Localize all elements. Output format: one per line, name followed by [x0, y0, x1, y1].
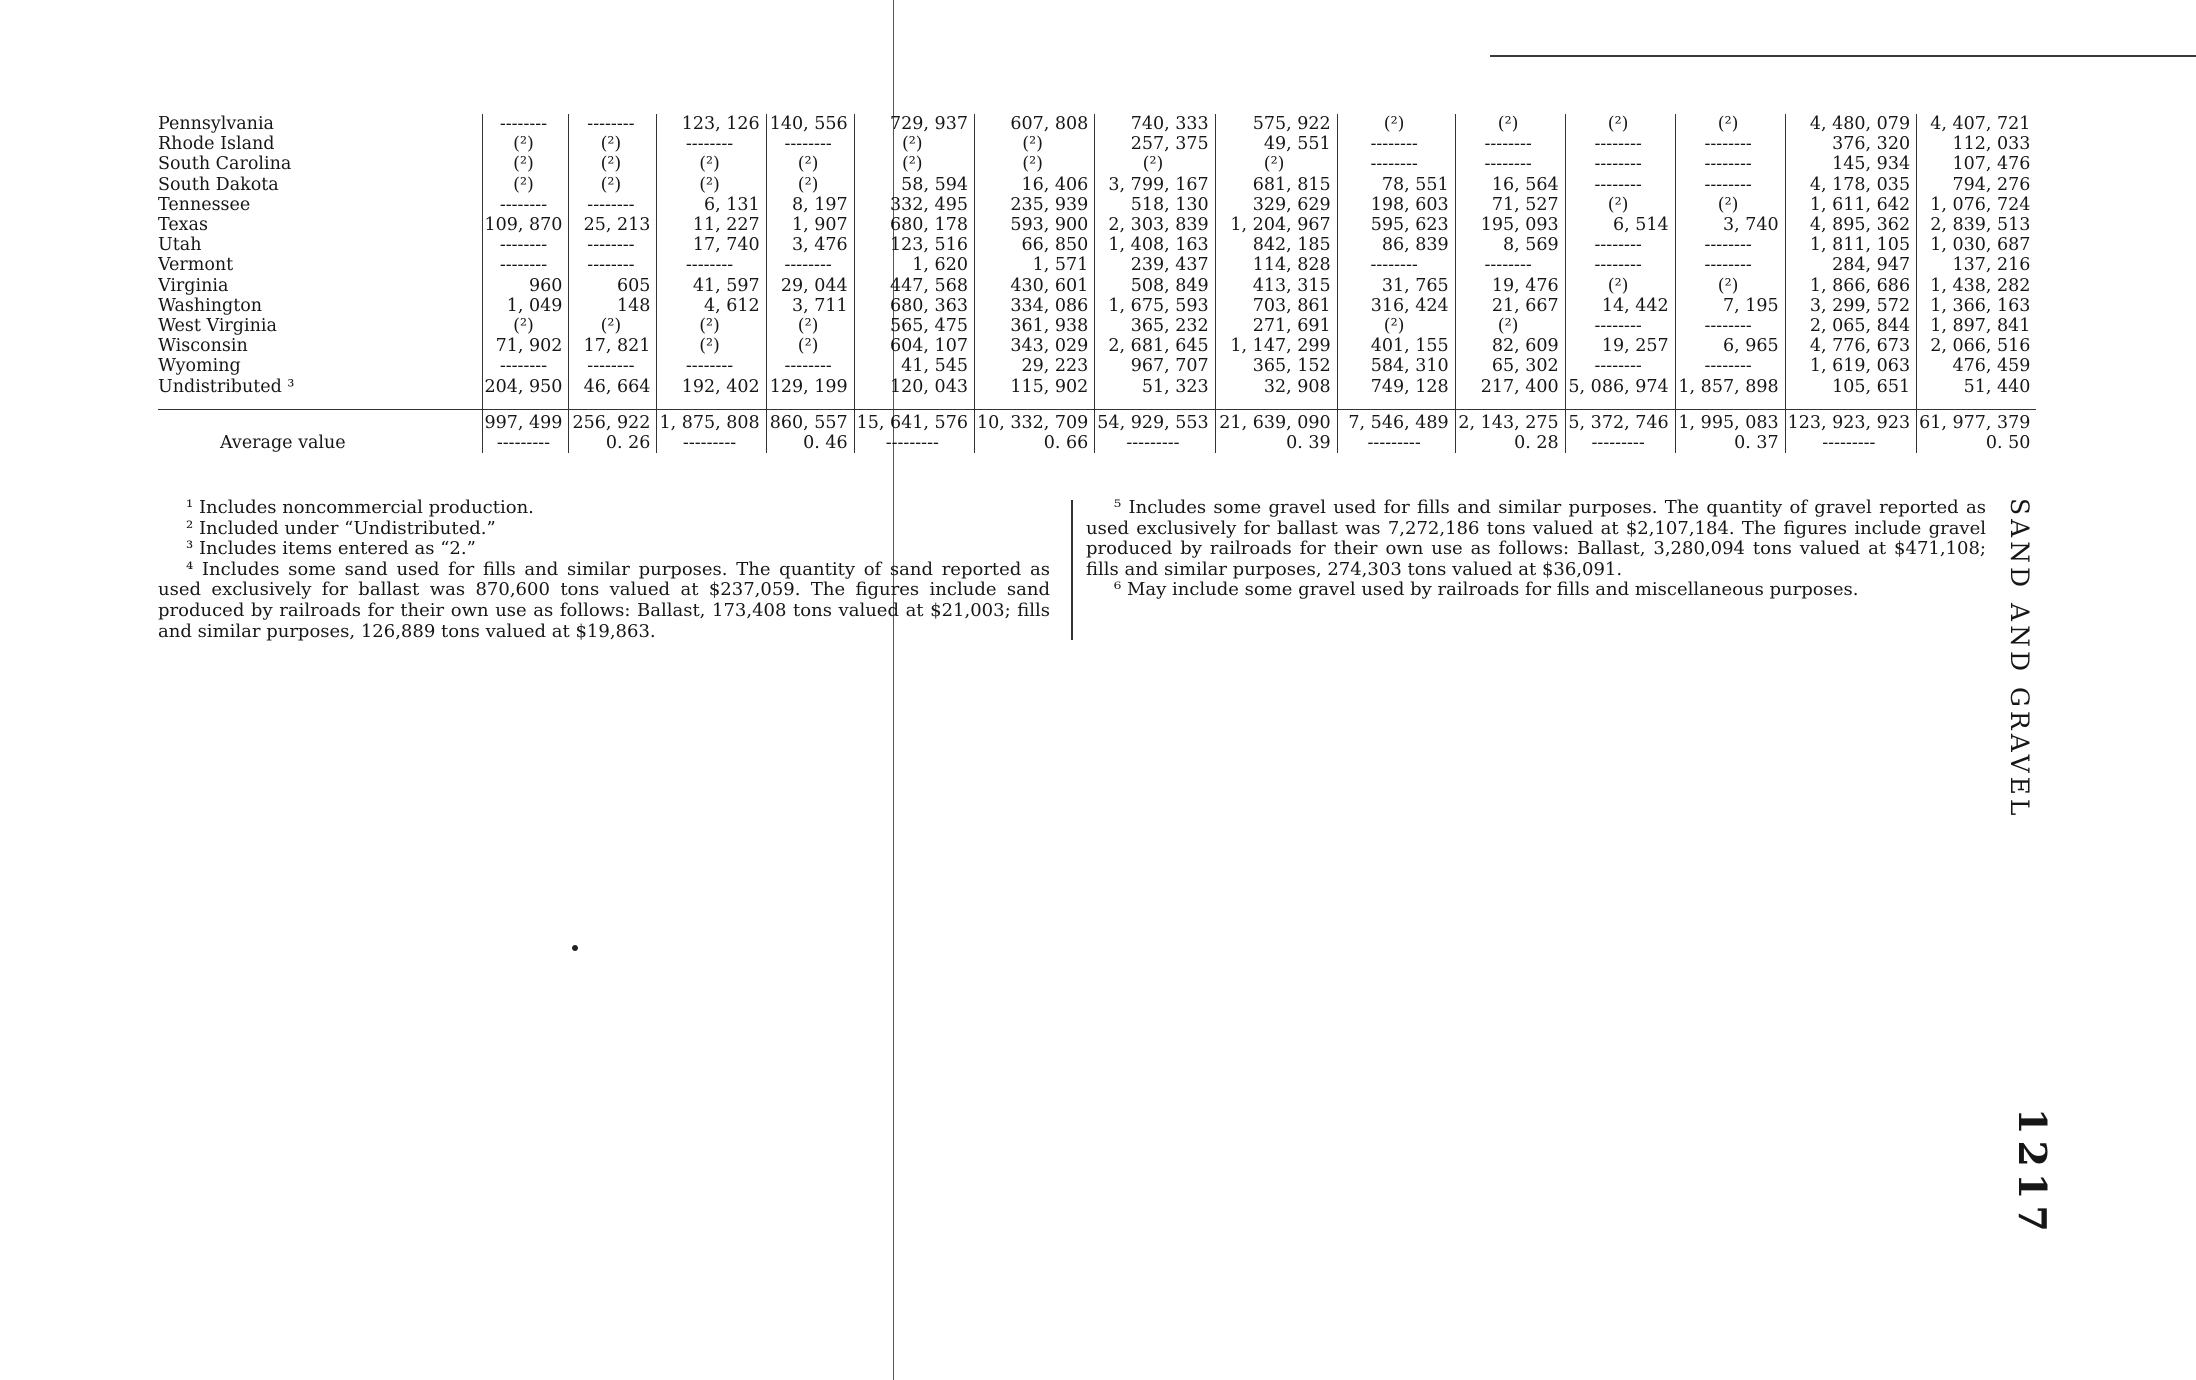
- table-cell: 584, 310: [1337, 356, 1455, 376]
- table-cell: 51, 440: [1917, 377, 2037, 397]
- table-cell: 2, 681, 645: [1095, 336, 1215, 356]
- table-row: [158, 235, 2036, 255]
- table-cell: (²): [1095, 154, 1215, 174]
- table-cell: 518, 130: [1095, 195, 1215, 215]
- table-cell: 3, 476: [766, 235, 854, 255]
- table-cell: 46, 664: [569, 377, 657, 397]
- table-cell: 8, 197: [766, 195, 854, 215]
- table-cell: 2, 065, 844: [1785, 316, 1916, 336]
- table-cell: 361, 938: [974, 316, 1094, 336]
- spacer-cell: [1095, 397, 1215, 410]
- table-cell: 3, 299, 572: [1785, 296, 1916, 316]
- table-cell: 3, 711: [766, 296, 854, 316]
- table-cell: --------: [1675, 134, 1785, 154]
- table-cell: 1, 619, 063: [1785, 356, 1916, 376]
- state-name-cell: South Carolina: [158, 154, 292, 175]
- average-cell: 0. 37: [1675, 433, 1785, 453]
- table-cell: 4, 776, 673: [1785, 336, 1916, 356]
- table-cell: 78, 551: [1337, 175, 1455, 195]
- footnote-2: ² Included under “Undistributed.”: [186, 517, 496, 539]
- spacer-cell: [854, 397, 974, 410]
- table-cell: --------: [766, 134, 854, 154]
- table-cell: 66, 850: [974, 235, 1094, 255]
- total-cell: 123, 923, 923: [1785, 409, 1916, 433]
- state-name-cell: Tennessee: [158, 194, 251, 215]
- table-row: [158, 336, 2036, 356]
- table-cell: 749, 128: [1337, 377, 1455, 397]
- table-cell: 192, 402: [657, 377, 766, 397]
- table-cell: --------: [1337, 154, 1455, 174]
- table-cell: 329, 629: [1215, 195, 1337, 215]
- table-row: [158, 195, 2036, 215]
- average-cell: ---------: [657, 433, 766, 453]
- table-cell: 49, 551: [1215, 134, 1337, 154]
- table-cell: 41, 545: [854, 356, 974, 376]
- table-cell: 1, 675, 593: [1095, 296, 1215, 316]
- table-cell: 271, 691: [1215, 316, 1337, 336]
- table-cell: (²): [569, 134, 657, 154]
- table-cell: (²): [1337, 316, 1455, 336]
- table-cell: 729, 937: [854, 114, 974, 134]
- footnote-3: ³ Includes items entered as “2.”: [186, 538, 476, 560]
- table-cell: 1, 147, 299: [1215, 336, 1337, 356]
- table-cell: (²): [1675, 276, 1785, 296]
- table-cell: (²): [1565, 114, 1675, 134]
- table-cell: --------: [1675, 255, 1785, 275]
- table-cell: 217, 400: [1455, 377, 1565, 397]
- table-cell: 1, 857, 898: [1675, 377, 1785, 397]
- table-cell: --------: [1565, 316, 1675, 336]
- table-cell: 145, 934: [1785, 154, 1916, 174]
- table-cell: 86, 839: [1337, 235, 1455, 255]
- table-cell: 257, 375: [1095, 134, 1215, 154]
- table-cell: 1, 907: [766, 215, 854, 235]
- table-cell: 65, 302: [1455, 356, 1565, 376]
- total-cell: 15, 641, 576: [854, 409, 974, 433]
- spacer-cell: [974, 397, 1094, 410]
- table-cell: 16, 406: [974, 175, 1094, 195]
- table-cell: 11, 227: [657, 215, 766, 235]
- average-cell: 0. 39: [1215, 433, 1337, 453]
- total-cell: 256, 922: [569, 409, 657, 433]
- table-cell: --------: [482, 195, 569, 215]
- table-cell: 14, 442: [1565, 296, 1675, 316]
- table-cell: --------: [482, 356, 569, 376]
- table-row: [158, 215, 2036, 235]
- table-cell: 413, 315: [1215, 276, 1337, 296]
- table-cell: 112, 033: [1917, 134, 2037, 154]
- state-name-cell: Undistributed ³: [158, 376, 295, 397]
- table-cell: 960: [482, 276, 569, 296]
- table-cell: 1, 571: [974, 255, 1094, 275]
- table-cell: 794, 276: [1917, 175, 2037, 195]
- totals-label-cell: [158, 409, 482, 433]
- footnote-6: ⁶ May include some gravel used by railroads for fills and miscellaneous purposes.: [1114, 579, 1859, 601]
- table-cell: 2, 303, 839: [1095, 215, 1215, 235]
- table-cell: 681, 815: [1215, 175, 1337, 195]
- table-cell: 41, 597: [657, 276, 766, 296]
- table-cell: 82, 609: [1455, 336, 1565, 356]
- table-cell: (²): [1455, 316, 1565, 336]
- table-cell: 316, 424: [1337, 296, 1455, 316]
- table-cell: 607, 808: [974, 114, 1094, 134]
- table-cell: (²): [569, 175, 657, 195]
- table-cell: --------: [1565, 255, 1675, 275]
- total-cell: 2, 143, 275: [1455, 409, 1565, 433]
- average-cell: 0. 50: [1917, 433, 2037, 453]
- total-cell: 860, 557: [766, 409, 854, 433]
- table-cell: --------: [482, 255, 569, 275]
- spacer-cell: [766, 397, 854, 410]
- table-cell: 1, 030, 687: [1917, 235, 2037, 255]
- table-cell: (²): [657, 316, 766, 336]
- total-cell: 1, 875, 808: [657, 409, 766, 433]
- table-cell: 4, 612: [657, 296, 766, 316]
- table-cell: 239, 437: [1095, 255, 1215, 275]
- table-cell: 4, 895, 362: [1785, 215, 1916, 235]
- table-cell: 6, 514: [1565, 215, 1675, 235]
- table-cell: 29, 044: [766, 276, 854, 296]
- top-rule: [1490, 55, 2196, 57]
- running-title: SAND AND GRAVEL: [2005, 498, 2034, 820]
- table-cell: --------: [1455, 255, 1565, 275]
- table-cell: 680, 178: [854, 215, 974, 235]
- total-cell: 10, 332, 709: [974, 409, 1094, 433]
- table-cell: 204, 950: [482, 377, 569, 397]
- page-number: 1217: [2010, 1108, 2055, 1238]
- table-cell: 17, 821: [569, 336, 657, 356]
- table-cell: 123, 516: [854, 235, 974, 255]
- table-row: [158, 276, 2036, 296]
- table-cell: (²): [569, 316, 657, 336]
- average-value-label: Average value: [220, 433, 346, 454]
- spacer-cell: [1675, 397, 1785, 410]
- state-name-cell: Texas: [158, 215, 208, 236]
- average-cell: ---------: [1095, 433, 1215, 453]
- table-cell: 565, 475: [854, 316, 974, 336]
- total-cell: 5, 372, 746: [1565, 409, 1675, 433]
- spacer-cell: [657, 397, 766, 410]
- state-name-cell: Virginia: [158, 275, 229, 296]
- table-cell: 235, 939: [974, 195, 1094, 215]
- spacer-cell: [1215, 397, 1337, 410]
- total-cell: 997, 499: [482, 409, 569, 433]
- table-cell: 31, 765: [1337, 276, 1455, 296]
- total-cell: 1, 995, 083: [1675, 409, 1785, 433]
- table-cell: --------: [1565, 175, 1675, 195]
- table-cell: (²): [974, 154, 1094, 174]
- total-cell: 21, 639, 090: [1215, 409, 1337, 433]
- table-cell: --------: [482, 235, 569, 255]
- table-cell: 376, 320: [1785, 134, 1916, 154]
- table-cell: --------: [1337, 134, 1455, 154]
- table-cell: 1, 811, 105: [1785, 235, 1916, 255]
- table-cell: (²): [974, 134, 1094, 154]
- table-cell: 6, 965: [1675, 336, 1785, 356]
- table-cell: (²): [1215, 154, 1337, 174]
- table-cell: 284, 947: [1785, 255, 1916, 275]
- table-cell: 1, 204, 967: [1215, 215, 1337, 235]
- table-cell: (²): [657, 154, 766, 174]
- table-cell: 1, 866, 686: [1785, 276, 1916, 296]
- table-cell: (²): [854, 134, 974, 154]
- footnote-1: ¹ Includes noncommercial production.: [186, 497, 534, 518]
- footnote-5: ⁵ Includes some gravel used for fills and similar purposes. The quantity of gravel reported as used exclusively for ballast was 7,272,186 tons valued at $2,107,184. The figures include gravel produced by railroads for their own use as follows: Ballast, 3,280,094 tons valued at $471,108; fills and similar purposes, 274,303 tons valued at $36,091.: [1086, 497, 1986, 580]
- table-cell: 1, 076, 724: [1917, 195, 2037, 215]
- table-cell: 365, 152: [1215, 356, 1337, 376]
- average-cell: ---------: [854, 433, 974, 453]
- table-cell: --------: [1565, 134, 1675, 154]
- spacer-cell: [569, 397, 657, 410]
- table-cell: (²): [1675, 195, 1785, 215]
- table-row: [158, 356, 2036, 376]
- table-cell: 114, 828: [1215, 255, 1337, 275]
- table-cell: 6, 131: [657, 195, 766, 215]
- table-row: [158, 316, 2036, 336]
- average-cell: 0. 28: [1455, 433, 1565, 453]
- table-cell: 703, 861: [1215, 296, 1337, 316]
- table-cell: 3, 740: [1675, 215, 1785, 235]
- table-row: [158, 154, 2036, 174]
- table-cell: 508, 849: [1095, 276, 1215, 296]
- table-cell: (²): [766, 336, 854, 356]
- table-cell: --------: [657, 134, 766, 154]
- table-spacer-row: [158, 397, 2036, 410]
- table-cell: 25, 213: [569, 215, 657, 235]
- state-statistics-table: [158, 114, 2036, 453]
- table-cell: 595, 623: [1337, 215, 1455, 235]
- table-cell: 123, 126: [657, 114, 766, 134]
- state-name-cell: Wisconsin: [158, 336, 248, 357]
- state-name-cell: Pennsylvania: [158, 114, 274, 134]
- table-cell: --------: [1675, 235, 1785, 255]
- table-cell: 1, 049: [482, 296, 569, 316]
- state-name-cell: Vermont: [158, 255, 234, 276]
- table-cell: --------: [1565, 356, 1675, 376]
- table-row: [158, 134, 2036, 154]
- table-cell: 1, 366, 163: [1917, 296, 2037, 316]
- table-cell: --------: [482, 114, 569, 134]
- average-cell: ---------: [1337, 433, 1455, 453]
- table-cell: 21, 667: [1455, 296, 1565, 316]
- state-name-cell: Utah: [158, 235, 202, 256]
- table-cell: 71, 902: [482, 336, 569, 356]
- spacer-cell: [482, 397, 569, 410]
- spacer-cell: [158, 397, 482, 410]
- table-cell: 19, 476: [1455, 276, 1565, 296]
- table-cell: --------: [569, 195, 657, 215]
- table-cell: (²): [657, 336, 766, 356]
- table-cell: 1, 611, 642: [1785, 195, 1916, 215]
- table-cell: 680, 363: [854, 296, 974, 316]
- table-cell: 1, 620: [854, 255, 974, 275]
- table-cell: --------: [1675, 356, 1785, 376]
- table-cell: 605: [569, 276, 657, 296]
- table-cell: 19, 257: [1565, 336, 1675, 356]
- table-cell: 1, 438, 282: [1917, 276, 2037, 296]
- state-name-cell: Wyoming: [158, 356, 241, 377]
- table-cell: 71, 527: [1455, 195, 1565, 215]
- table-cell: 1, 408, 163: [1095, 235, 1215, 255]
- table-cell: 107, 476: [1917, 154, 2037, 174]
- table-cell: 5, 086, 974: [1565, 377, 1675, 397]
- table-cell: --------: [657, 356, 766, 376]
- table-cell: 332, 495: [854, 195, 974, 215]
- table-row: [158, 296, 2036, 316]
- table-cell: 17, 740: [657, 235, 766, 255]
- state-name-cell: South Dakota: [158, 174, 279, 195]
- table-cell: 109, 870: [482, 215, 569, 235]
- table-cell: --------: [1675, 154, 1785, 174]
- table-cell: 334, 086: [974, 296, 1094, 316]
- table-cell: 593, 900: [974, 215, 1094, 235]
- table-cell: --------: [1675, 175, 1785, 195]
- total-cell: 7, 546, 489: [1337, 409, 1455, 433]
- table-cell: 365, 232: [1095, 316, 1215, 336]
- table-cell: 129, 199: [766, 377, 854, 397]
- table-cell: (²): [766, 316, 854, 336]
- table-cell: 58, 594: [854, 175, 974, 195]
- table-cell: --------: [1675, 316, 1785, 336]
- table-row: [158, 377, 2036, 397]
- spacer-cell: [1455, 397, 1565, 410]
- table-cell: 32, 908: [1215, 377, 1337, 397]
- state-name-cell: Washington: [158, 295, 263, 316]
- table-cell: (²): [482, 316, 569, 336]
- table-cell: --------: [766, 356, 854, 376]
- state-name-cell: West Virginia: [158, 316, 277, 337]
- table-cell: (²): [482, 175, 569, 195]
- table-cell: 198, 603: [1337, 195, 1455, 215]
- table-cell: 2, 839, 513: [1917, 215, 2037, 235]
- table-cell: 195, 093: [1455, 215, 1565, 235]
- table-cell: 4, 178, 035: [1785, 175, 1916, 195]
- table-cell: (²): [766, 175, 854, 195]
- table-cell: --------: [1565, 154, 1675, 174]
- average-cell: 0. 66: [974, 433, 1094, 453]
- table-cell: (²): [766, 154, 854, 174]
- table-row: [158, 175, 2036, 195]
- table-cell: (²): [1337, 114, 1455, 134]
- table-row: [158, 255, 2036, 275]
- spacer-cell: [1337, 397, 1455, 410]
- spacer-cell: [1917, 397, 2037, 410]
- totals-row: [158, 409, 2036, 433]
- table-cell: 137, 216: [1917, 255, 2037, 275]
- table-cell: 148: [569, 296, 657, 316]
- table-cell: (²): [1675, 114, 1785, 134]
- footnotes-right: [1086, 498, 1986, 601]
- footnotes-left: [158, 498, 1050, 642]
- table-cell: --------: [1455, 154, 1565, 174]
- table-cell: 604, 107: [854, 336, 974, 356]
- table-cell: 3, 799, 167: [1095, 175, 1215, 195]
- table-cell: --------: [657, 255, 766, 275]
- table-cell: 29, 223: [974, 356, 1094, 376]
- table-cell: 967, 707: [1095, 356, 1215, 376]
- table-cell: (²): [1565, 276, 1675, 296]
- table-cell: 8, 569: [1455, 235, 1565, 255]
- table-cell: --------: [569, 356, 657, 376]
- table-cell: 401, 155: [1337, 336, 1455, 356]
- table-cell: 120, 043: [854, 377, 974, 397]
- table-cell: 575, 922: [1215, 114, 1337, 134]
- table-cell: 343, 029: [974, 336, 1094, 356]
- table-cell: 740, 333: [1095, 114, 1215, 134]
- table-cell: 1, 897, 841: [1917, 316, 2037, 336]
- state-name-cell: Rhode Island: [158, 134, 275, 155]
- average-cell: ---------: [1565, 433, 1675, 453]
- table-row: [158, 114, 2036, 134]
- average-cell: ---------: [482, 433, 569, 453]
- table-cell: (²): [569, 154, 657, 174]
- table-body: [158, 114, 2036, 453]
- table-cell: 842, 185: [1215, 235, 1337, 255]
- print-speck: [572, 945, 578, 951]
- table-cell: (²): [482, 134, 569, 154]
- table-cell: 140, 556: [766, 114, 854, 134]
- spacer-cell: [1785, 397, 1916, 410]
- total-cell: 61, 977, 379: [1917, 409, 2037, 433]
- total-cell: 54, 929, 553: [1095, 409, 1215, 433]
- average-value-row: [158, 433, 2036, 453]
- table-cell: 447, 568: [854, 276, 974, 296]
- table-cell: (²): [1455, 114, 1565, 134]
- table-cell: 7, 195: [1675, 296, 1785, 316]
- spacer-cell: [1565, 397, 1675, 410]
- table-cell: 51, 323: [1095, 377, 1215, 397]
- table-cell: --------: [569, 255, 657, 275]
- table-cell: --------: [1337, 255, 1455, 275]
- table-cell: --------: [766, 255, 854, 275]
- table-cell: 115, 902: [974, 377, 1094, 397]
- table-cell: 2, 066, 516: [1917, 336, 2037, 356]
- table-cell: 4, 480, 079: [1785, 114, 1916, 134]
- table-cell: 430, 601: [974, 276, 1094, 296]
- table-cell: 105, 651: [1785, 377, 1916, 397]
- average-cell: 0. 26: [569, 433, 657, 453]
- table-cell: --------: [569, 114, 657, 134]
- table-cell: 4, 407, 721: [1917, 114, 2037, 134]
- average-cell: 0. 46: [766, 433, 854, 453]
- table-cell: --------: [1455, 134, 1565, 154]
- average-cell: ---------: [1785, 433, 1916, 453]
- table-cell: (²): [482, 154, 569, 174]
- table-cell: (²): [1565, 195, 1675, 215]
- table-cell: (²): [854, 154, 974, 174]
- table-cell: --------: [1565, 235, 1675, 255]
- table-cell: 476, 459: [1917, 356, 2037, 376]
- table-cell: --------: [569, 235, 657, 255]
- table-cell: 16, 564: [1455, 175, 1565, 195]
- table-cell: (²): [657, 175, 766, 195]
- footnote-column-divider: [1071, 500, 1073, 640]
- footnote-4: ⁴ Includes some sand used for fills and similar purposes. The quantity of sand reported as used exclusively for ballast was 870,600 tons valued at $237,059. The figures include sand produced by railroads for their own use as follows: Ballast, 173,408 tons valued at $21,003; fills and similar purposes, 126,889 tons valued at $19,863.: [158, 558, 1050, 642]
